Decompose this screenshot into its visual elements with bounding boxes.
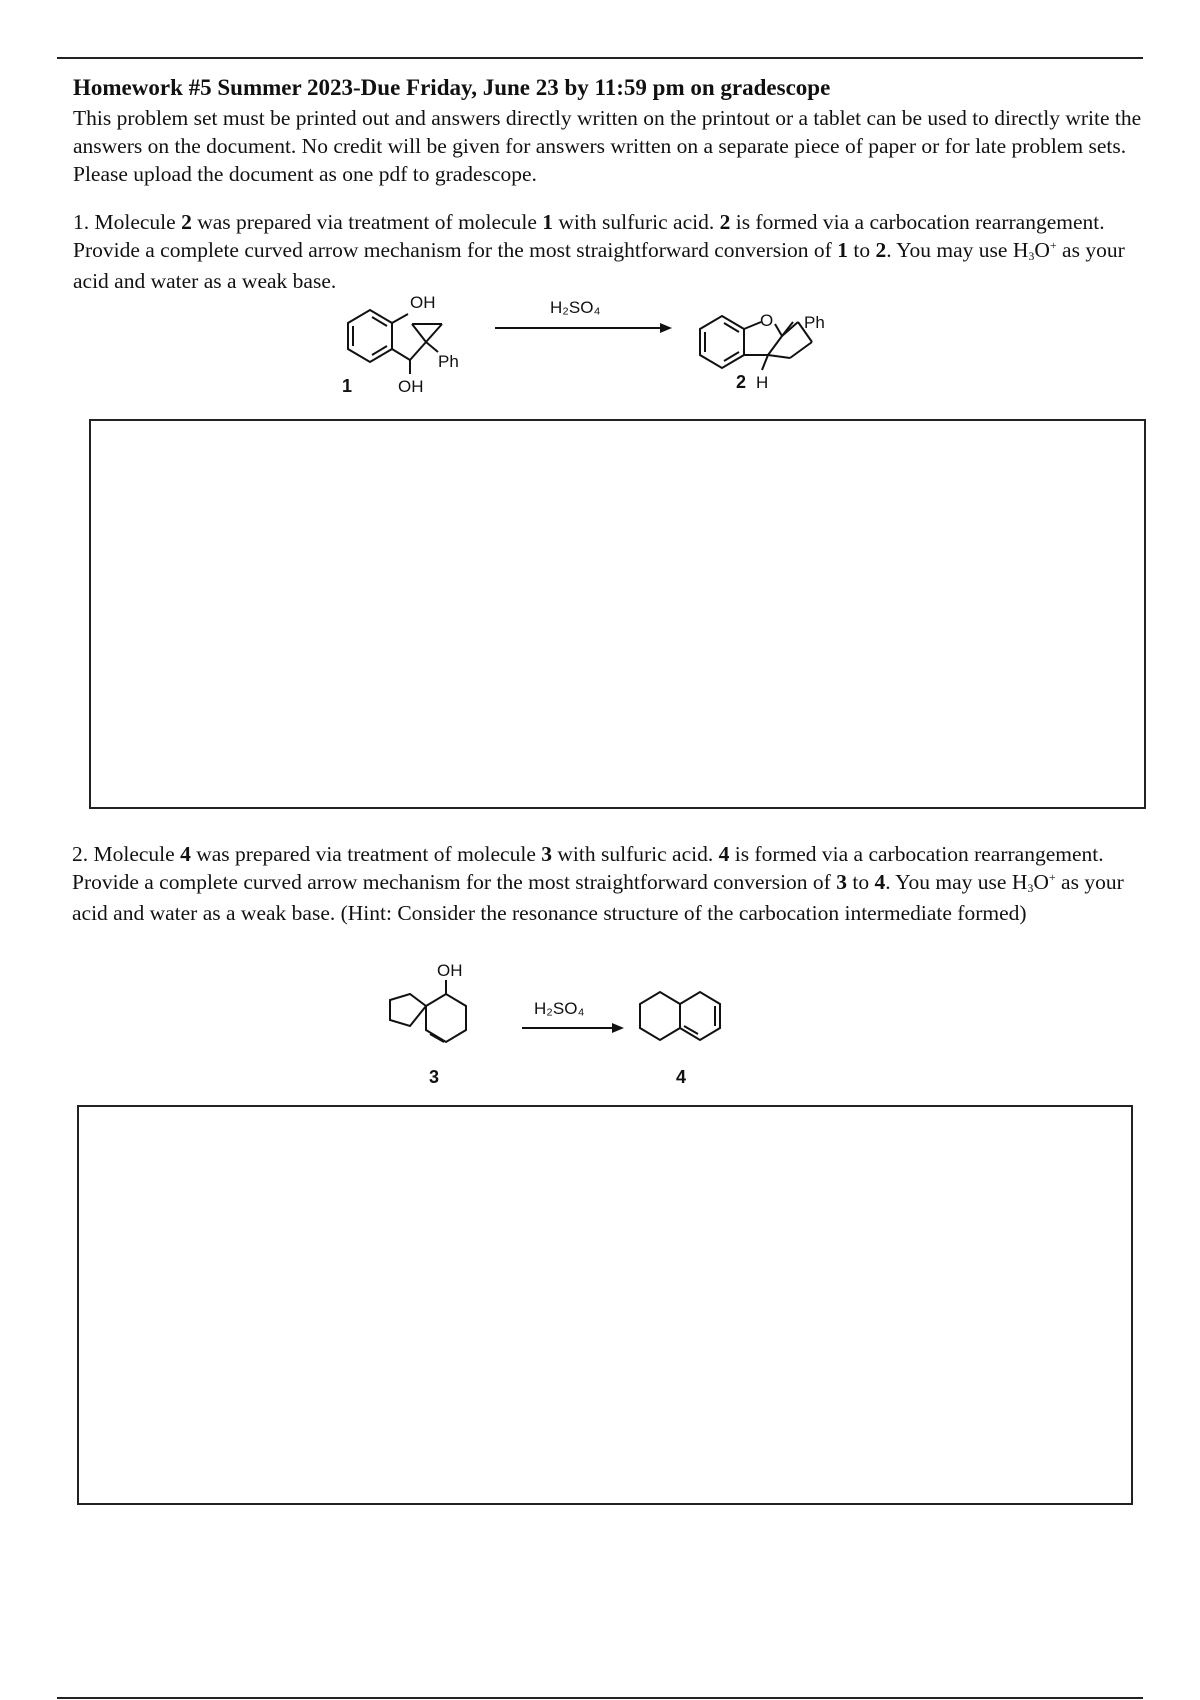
reaction-scheme-1-drawing — [320, 292, 900, 410]
scheme-1-reagent: H₂SO₄ — [550, 298, 601, 317]
scheme-2-product-label: 4 — [676, 1067, 687, 1087]
reaction-scheme-2 — [380, 958, 760, 1098]
reaction-scheme-2-drawing — [380, 958, 760, 1098]
reaction-scheme-1 — [320, 292, 900, 410]
scheme-1-product-ph: Ph — [804, 313, 825, 332]
scheme-1-ph: Ph — [438, 352, 459, 371]
scheme-2-oh: OH — [437, 961, 463, 980]
instructions-paragraph: This problem set must be printed out and answers directly written on the printout or a tablet can be used to directly write the answers on the document. No credit will be given for answers written on a separate piece of paper or for late problem sets. Please upload the document as one pdf to gradescope. — [73, 106, 1142, 186]
answer-box-1[interactable] — [89, 419, 1146, 809]
scheme-1-o: O — [760, 311, 774, 330]
question-1-text: 1. Molecule 2 was prepared via treatment of molecule 1 with sulfuric acid. 2 is formed via a carbocation rearrangement. Provide a complete curved arrow mechanism for the most straightforward conversion of 1 to 2. You may use H3O+ as your acid and water as a weak base. — [73, 210, 1125, 293]
scheme-2-reagent: H₂SO₄ — [534, 999, 585, 1018]
scheme-2-reactant-label: 3 — [429, 1067, 440, 1087]
top-rule — [57, 57, 1143, 59]
question-2-text: 2. Molecule 4 was prepared via treatment of molecule 3 with sulfuric acid. 4 is formed via a carbocation rearrangement. Provide a complete curved arrow mechanism for the most straightforward conversion of 3 to 4. You may use H3O+ as your acid and water as a weak base. (Hint: Consider the resonance structure of the carbocation intermediate formed) — [72, 842, 1124, 925]
scheme-1-oh-bottom: OH — [398, 377, 424, 396]
scheme-1-oh-top: OH — [410, 293, 436, 312]
answer-box-2[interactable] — [77, 1105, 1133, 1505]
homework-title: Homework #5 Summer 2023-Due Friday, June 23 by 11:59 pm on gradescope — [73, 75, 831, 100]
scheme-1-product-label: 2 — [736, 372, 747, 392]
bottom-rule — [57, 1697, 1143, 1699]
scheme-1-h: H — [756, 373, 769, 392]
scheme-1-reactant-label: 1 — [342, 376, 353, 396]
